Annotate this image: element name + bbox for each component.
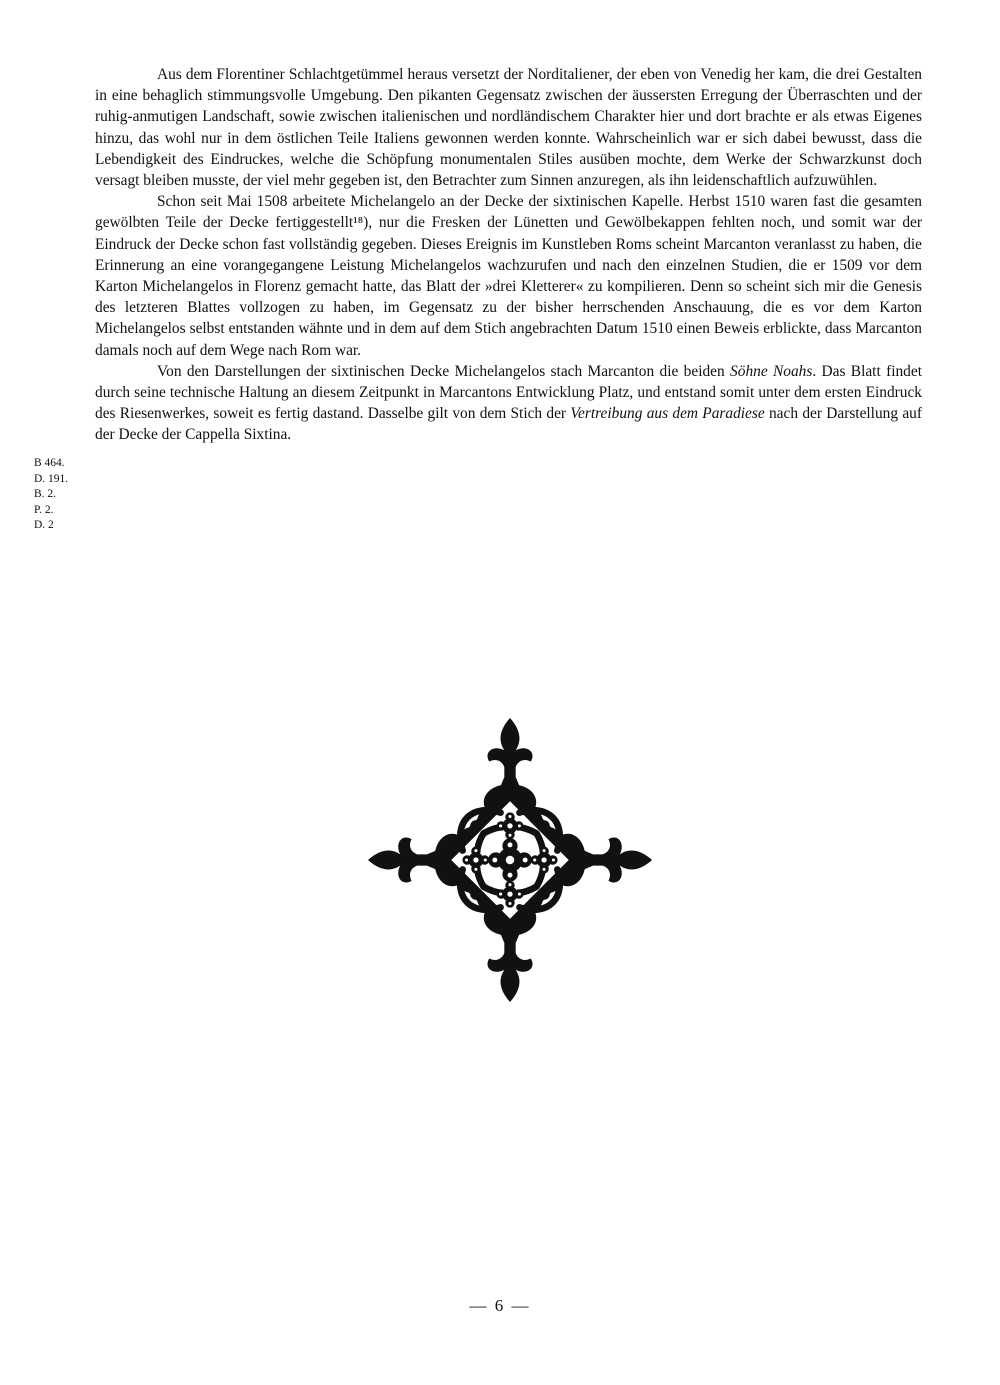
margin-references (34, 456, 92, 534)
paragraph-3-part-3: nach der Darstellung auf der Decke der Cappella Sixtina. (95, 405, 922, 444)
paragraph-2: Schon seit Mai 1508 arbeitete Michelangelo an der Decke der sixtinischen Kapelle. Herbst 1510 waren fast die gesamten gewölbten Teile der Decke fertiggestellt¹⁸), nur die Fresken der Lünetten und Gewölbekappen fehlten noch, und somit war der Eindruck der Decke schon fast vollständig gegeben. Dieses Ereignis im Kunstleben Roms scheint Marcanton veranlasst zu haben, die Erinnerung an eine vorangegangene Leistung Michelangelos wachzurufen und nach den einzelnen Studien, die er 1509 vor dem Karton Michelangelos in Florenz gemacht hatte, das Blatt der »drei Kletterer« zu kompilieren. Denn so scheint sich mir die Genesis des letzteren Blattes vollzogen zu haben, im Gegensatz zu der bisher herrschenden Anschauung, die es vor dem Karton Michelangelos selbst entstanden wähnte und in dem auf dem Stich angebrachten Datum 1510 einen Beweis erblickte, dass Marcanton damals noch auf dem Wege nach Rom war. (95, 193, 922, 359)
margin-ref: D. 191. (34, 472, 69, 485)
paragraph-1: Aus dem Florentiner Schlachtgetümmel heraus versetzt der Norditaliener, der eben von Venedig her kam, die drei Gestalten in eine behaglich stimmungsvolle Umgebung. Den pikanten Gegensatz zwischen der äussersten Erregung der Überraschten und der ruhig-anmutigen Landschaft, sowie zwischen italienischen und nordländischem Charakter hier und dort brachte er als etwas Eigenes hinzu, das wohl nur in dem östlichen Teile Italiens gewonnen werden konnte. Wahrscheinlich war er sich dabei bewusst, dass die Lebendigkeit des Eindruckes, welche die Schöpfung monumentalen Stiles ausüben mochte, dem Werke der Schwarzkunst doch versagt bleiben musste, der viel mehr gegeben ist, den Betrachter zum Sinnen anzuregen, als ihn leidenschaftlich aufzuwühlen. (95, 66, 922, 190)
margin-ref: B 464. (34, 457, 65, 469)
page-number: — 6 — (469, 1296, 531, 1315)
title-soehne-noahs: Söhne Noahs (730, 362, 813, 380)
margin-ref: P. 2. (34, 503, 54, 516)
body-text (95, 64, 922, 446)
arabesque-ornament-icon (368, 718, 652, 1002)
paragraph-3-part-1: Von den Darstellungen der sixtinischen Decke Michelangelos stach Marcanton die beiden (157, 362, 731, 380)
margin-ref: D. 2 (34, 519, 54, 531)
margin-ref: B. 2. (34, 488, 57, 500)
paragraph-3-part-2: . Das Blatt findet durch seine technische Haltung an diesem Zeitpunkt in Marcantons Entwicklung Platz, und entstand somit unter dem ersten Eindruck des Riesenwerkes, soweit es fertig dastand. Dasselbe gilt von dem Stich der (95, 362, 922, 423)
paragraph-3 (95, 361, 922, 446)
title-vertreibung: Vertreibung aus dem Paradiese (570, 405, 765, 423)
